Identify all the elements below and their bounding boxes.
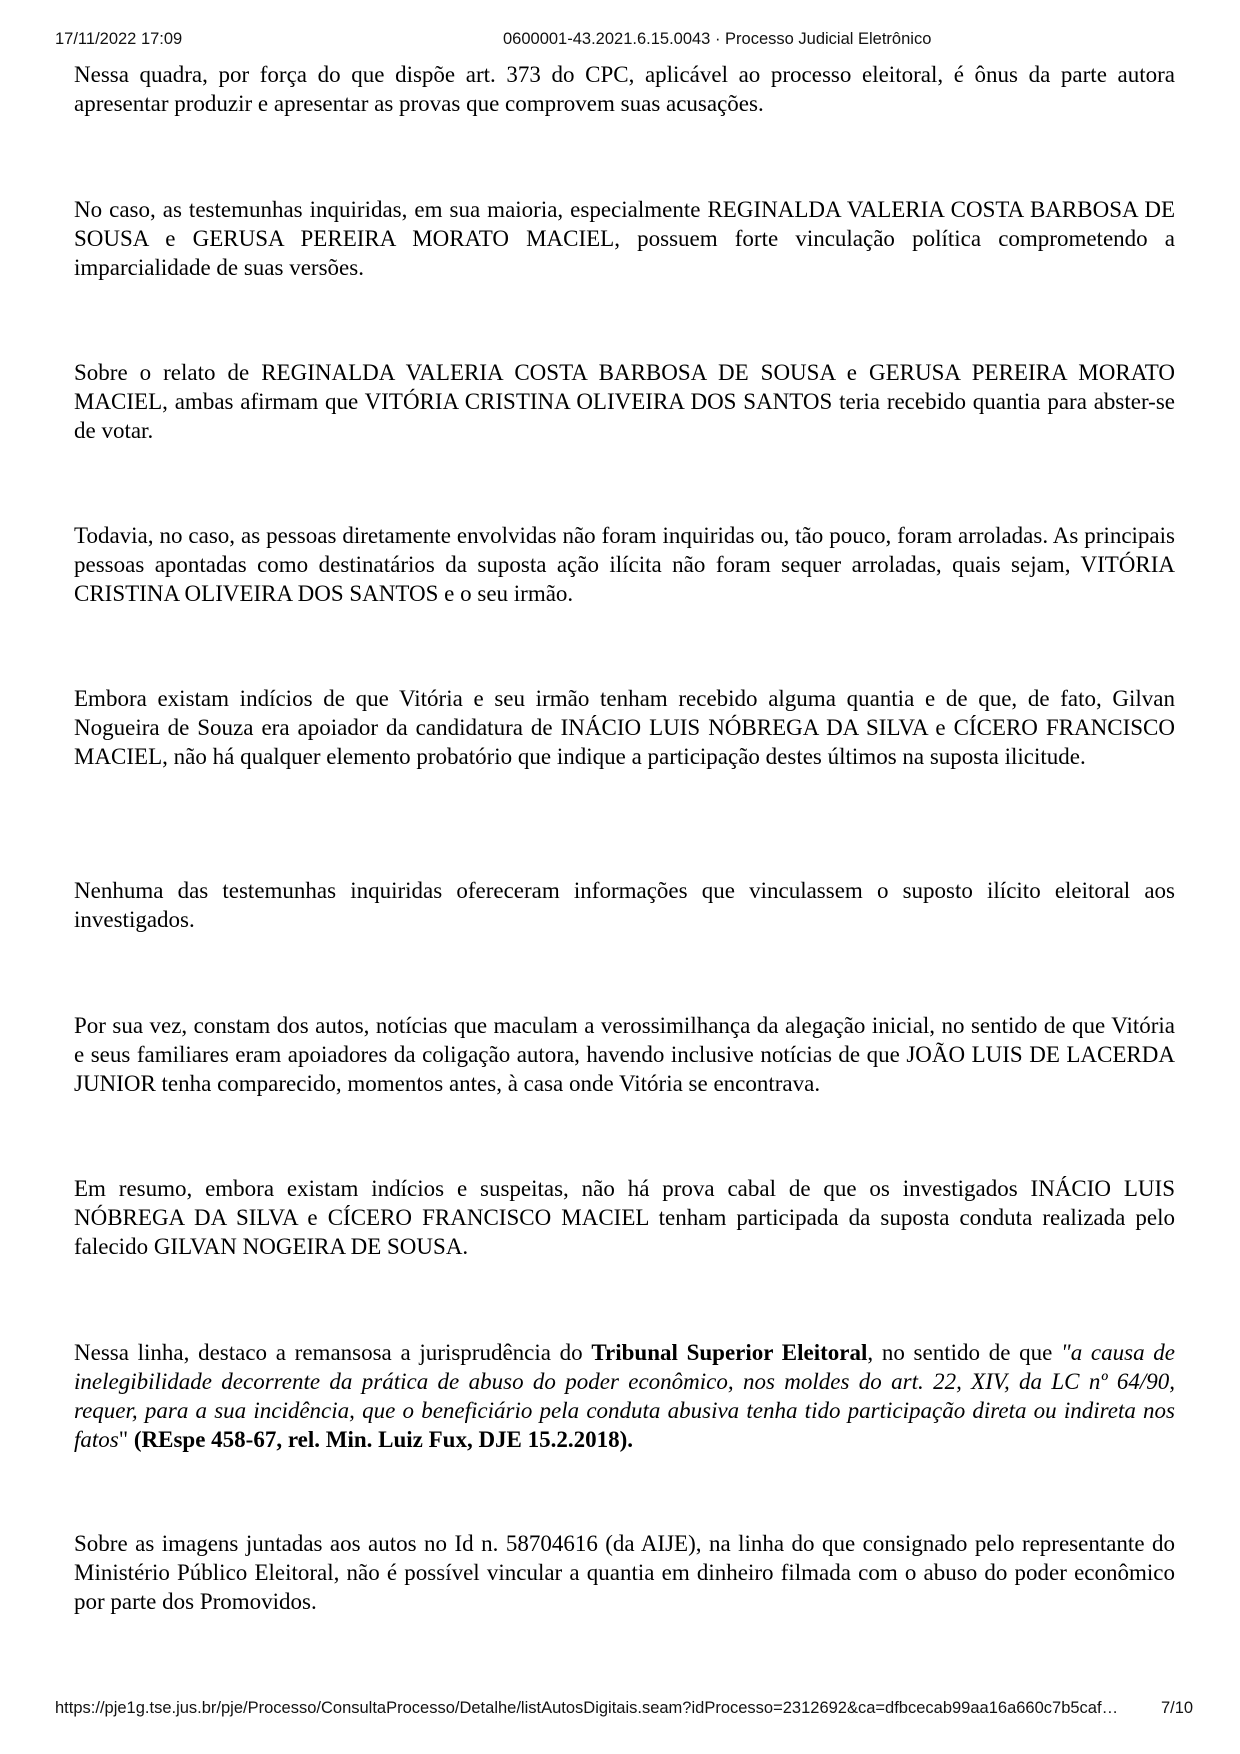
- page-number: 7/10: [1161, 1699, 1194, 1717]
- paragraph-5: Embora existam indícios de que Vitória e seu irmão tenham recebido alguma quantia e de que, de fato, Gilvan Nogueira de Souza era apoiador da candidatura de INÁCIO LUIS NÓBREGA DA SILVA e CÍCERO FRANCISCO MACIEL, não há qualquer elemento probatório que indique a participação destes últimos na suposta ilicitude.: [74, 686, 1175, 769]
- footer-url: https://pje1g.tse.jus.br/pje/Processo/ConsultaProcesso/Detalhe/listAutosDigitais.seam?idProcesso=2312692&ca=dfbcecab99aa16a660c7b5caf…: [55, 1699, 1119, 1717]
- paragraph-1: Nessa quadra, por força do que dispõe art. 373 do CPC, aplicável ao processo eleitoral, é ônus da parte autora apresentar produzir e apresentar as provas que comprovem suas acusações.: [74, 62, 1175, 116]
- p9-lead: Nessa linha, destaco a remansosa a jurisprudência do: [74, 1340, 592, 1365]
- paragraph-9: [74, 1339, 1175, 1455]
- paragraph-8: Em resumo, embora existam indícios e suspeitas, não há prova cabal de que os investigados INÁCIO LUIS NÓBREGA DA SILVA e CÍCERO FRANCISCO MACIEL tenham participada da suposta conduta realizada pelo falecido GILVAN NOGEIRA DE SOUSA.: [74, 1176, 1175, 1259]
- p9-mid: , no sentido de que: [867, 1340, 1062, 1365]
- paragraph-3: Sobre o relato de REGINALDA VALERIA COSTA BARBOSA DE SOUSA e GERUSA PEREIRA MORATO MACIEL, ambas afirmam que VITÓRIA CRISTINA OLIVEIRA DOS SANTOS teria recebido quantia para abster-se de votar.: [74, 360, 1175, 443]
- paragraph-4: Todavia, no caso, as pessoas diretamente envolvidas não foram inquiridas ou, tão pouco, foram arroladas. As principais pessoas apontadas como destinatários da suposta ação ilícita não foram sequer arroladas, quais sejam, VITÓRIA CRISTINA OLIVEIRA DOS SANTOS e o seu irmão.: [74, 523, 1175, 606]
- paragraph-7: Por sua vez, constam dos autos, notícias que maculam a verossimilhança da alegação inicial, no sentido de que Vitória e seus familiares eram apoiadores da coligação autora, havendo inclusive notícias de que JOÃO LUIS DE LACERDA JUNIOR tenha comparecido, momentos antes, à casa onde Vitória se encontrava.: [74, 1013, 1175, 1096]
- court-name: Tribunal Superior Eleitoral: [591, 1340, 868, 1365]
- paragraph-2: No caso, as testemunhas inquiridas, em sua maioria, especialmente REGINALDA VALERIA COSTA BARBOSA DE SOUSA e GERUSA PEREIRA MORATO MACIEL, possuem forte vinculação política comprometendo a imparcialidade de suas versões.: [74, 197, 1175, 280]
- paragraph-10: Sobre as imagens juntadas aos autos no Id n. 58704616 (da AIJE), na linha do que consignado pelo representante do Ministério Público Eleitoral, não é possível vincular a quantia em dinheiro filmada com o abuso do poder econômico por parte dos Promovidos.: [74, 1531, 1175, 1614]
- jurisprudence-quote: "a causa de inelegibilidade decorrente da prática de abuso do poder econômico, nos moldes do art. 22, XIV, da LC nº 64/90, requer, para a sua incidência, que o beneficiário pela conduta abusiva tenha tido participação direta ou indireta nos fatos: [74, 1340, 1175, 1452]
- print-datetime: 17/11/2022 17:09: [55, 30, 183, 48]
- p9-close-quote: ": [118, 1426, 134, 1452]
- document-header-title: 0600001-43.2021.6.15.0043 · Processo Judicial Eletrônico: [503, 30, 932, 48]
- paragraph-6: Nenhuma das testemunhas inquiridas ofereceram informações que vinculassem o suposto ilícito eleitoral aos investigados.: [74, 878, 1175, 932]
- case-citation: (REspe 458-67, rel. Min. Luiz Fux, DJE 15.2.2018).: [133, 1426, 634, 1452]
